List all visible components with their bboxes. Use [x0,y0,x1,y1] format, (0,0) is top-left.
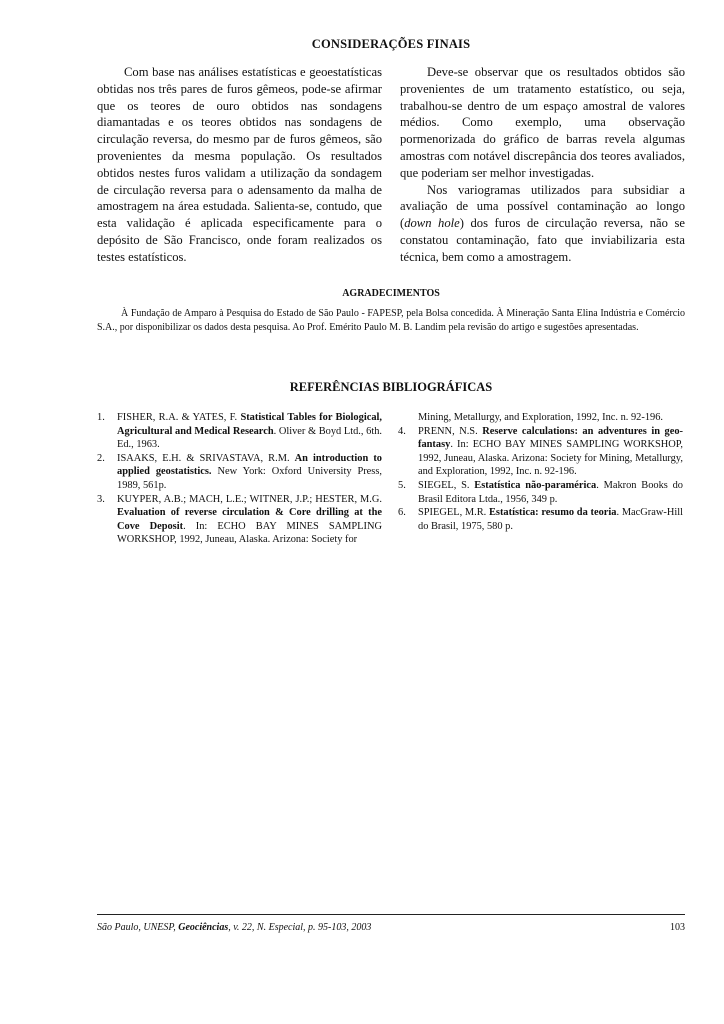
references-title: REFERÊNCIAS BIBLIOGRÁFICAS [289,380,493,394]
reference-authors: FISHER, R.A. & YATES, F. [117,412,241,423]
reference-authors: SIEGEL, S. [418,479,475,491]
reference-details: . Makron Books do Brasil Editora Ltda., 1956, 349 p. [418,479,683,505]
paragraph [400,182,685,266]
acknowledgements-text: À Fundação de Amparo à Pesquisa do Estado de São Paulo - FAPESP, pela Bolsa concedida. À Mineração Santa Elina Indústria e Comércio S.A., por disponibilizar os dados desta pesquisa. Ao Prof. Emérito Paulo M. B. Landim pela revisão do artigo e sugestões apresentadas. [97,308,685,333]
reference-title: Estatística não-paramérica [474,479,597,491]
paragraph: Deve-se observar que os resultados obtidos são provenientes de um tratamento estatístico, ou seja, trabalhou-se dentro de um espaço amostral de valores médios. Como exemplo, uma observação pormenorizada do gráfico de barras revela algumas amostras com notável discrepância dos teores avaliados, que poderiam ser melhor investigadas. [400,65,685,180]
references-left-column [97,411,382,547]
journal-name: Geociências [178,922,229,933]
footer-citation [97,922,685,933]
acknowledgements [97,307,685,335]
reference-item [398,506,683,533]
reference-details: . MacGraw-Hill do Brasil, 1975, 580 p. [418,507,683,532]
reference-item [97,411,382,452]
reference-item [398,479,683,506]
reference-details: . Oliver & Boyd Ltd., 6th. Ed., 1963. [117,425,382,451]
acknowledgements-title: AGRADECIMENTOS [342,288,440,299]
paragraph-text: Nos variogramas utilizados para subsidiar a avaliação de uma possível contaminação ao longo ( [400,182,685,231]
footer-text: , v. 22, N. Especial, p. 95-103, 2003 [228,922,372,933]
page-number: 103 [670,922,685,933]
reference-title: An introduction to applied geostatistics. [117,452,382,478]
reference-number: 6. [398,507,406,519]
footer-rule [97,914,685,915]
reference-title: Reserve calculations: an adventures in geo-fantasy [418,425,683,451]
reference-details: New York: Oxford University Press, 1989, 561p. [117,466,382,491]
reference-item [398,425,683,479]
reference-title: Estatística: resumo da teoria [489,507,617,519]
reference-authors: SPIEGEL, M.R. [418,507,489,519]
references-right-column [398,411,683,533]
reference-title: Evaluation of reverse circulation & Core drilling at the Cove Deposit [117,507,382,532]
reference-continuation: Mining, Metallurgy, and Exploration, 1992, Inc. n. 92-196. [418,412,664,423]
reference-number: 1. [97,412,105,423]
left-column [97,64,382,266]
italic-term: down hole [404,216,460,231]
reference-authors: ISAAKS, E.H. & SRIVASTAVA, R.M. [117,452,295,464]
reference-details: . In: ECHO BAY MINES SAMPLING WORKSHOP, 1992, Juneau, Alaska. Arizona: Society for [117,520,382,546]
reference-number: 3. [97,493,105,505]
footer-text: São Paulo, UNESP, [97,922,179,933]
reference-number: 4. [398,425,406,437]
reference-number: 5. [398,479,406,491]
reference-item [97,452,382,493]
reference-authors: KUYPER, A.B.; MACH, L.E.; WITNER, J.P.; HESTER, M.G. [117,493,382,505]
reference-number: 2. [97,452,105,464]
reference-item [97,493,382,547]
right-column [400,64,685,266]
section-title: CONSIDERAÇÕES FINAIS [311,37,471,51]
reference-title: Statistical Tables for Biological, Agricultural and Medical Research [117,412,382,437]
reference-details: . In: ECHO BAY MINES SAMPLING WORKSHOP, 1992, Juneau, Alaska. Arizona: Society for Mining, Metallurgy, and Exploration, 1992, Inc. n. 92-196. [418,439,683,478]
paragraph-text: ) dos furos de circulação reversa, não se constatou contaminação, fato que inviabilizaria esta técnica, bem como a amostragem. [400,216,685,264]
reference-authors: PRENN, N.S. [418,425,483,437]
paragraph: Com base nas análises estatísticas e geoestatísticas obtidas nos três pares de furos gêmeos, pode-se afirmar que os teores de ouro obtidos nas sondagens diamantadas e os teores obtidos nas sondagens de circulação reversa, do mesmo par de furos gêmeos, são provenientes da mesma população. Os resultados obtidos nestes furos validam a utilização da sondagem de circulação reversa para o adensamento da malha de amostragem na área estudada. Salienta-se, contudo, que esta validação é aplicada especificamente para o depósito de São Francisco, onde foram realizados os testes estatísticos. [97,65,382,264]
